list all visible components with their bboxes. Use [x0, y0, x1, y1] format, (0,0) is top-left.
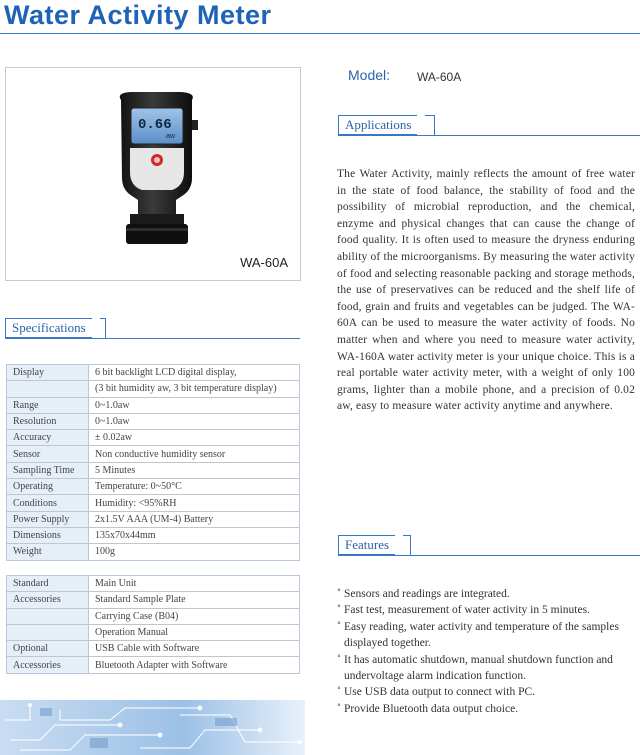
applications-tab: Applications — [338, 115, 417, 135]
water-activity-meter-image — [6, 68, 302, 282]
table-row: Sensor Non conductive humidity sensor — [7, 446, 300, 462]
table-row: Sampling Time 5 Minutes — [7, 462, 300, 478]
model-label: Model: — [348, 67, 391, 83]
title-rule — [0, 33, 640, 34]
table-row: Operation Manual — [7, 624, 300, 640]
table-row: Optional USB Cable with Software — [7, 641, 300, 657]
table-row: Weight 100g — [7, 544, 300, 560]
specifications-table — [6, 364, 300, 561]
table-row: (3 bit humidity aw, 3 bit temperature display) — [7, 381, 300, 397]
table-row: Standard Main Unit — [7, 576, 300, 592]
table-row: Resolution 0~1.0aw — [7, 413, 300, 429]
table-row: Power Supply 2x1.5V AAA (UM-4) Battery — [7, 511, 300, 527]
list-item: ˚ Fast test, measurement of water activity in 5 minutes. — [337, 602, 637, 618]
product-photo — [5, 67, 301, 281]
lcd-reading: 0.66 — [138, 117, 172, 133]
specifications-tab: Specifications — [5, 318, 92, 338]
table-row: Accessories Standard Sample Plate — [7, 592, 300, 608]
accessories-table — [6, 575, 300, 674]
features-list — [337, 586, 637, 717]
list-item: ˚ It has automatic shutdown, manual shutdown function and undervoltage alarm indication function. — [337, 652, 637, 685]
table-row: Range 0~1.0aw — [7, 397, 300, 413]
list-item: ˚ Use USB data output to connect with PC. — [337, 684, 637, 700]
table-row: Dimensions 135x70x44mm — [7, 527, 300, 543]
page-title: Water Activity Meter — [4, 0, 272, 30]
table-row: Operating Temperature: 0~50°C — [7, 479, 300, 495]
lcd-unit: aw — [166, 133, 175, 140]
applications-rule — [338, 135, 640, 136]
table-row: Accessories Bluetooth Adapter with Software — [7, 657, 300, 673]
list-item: ˚ Provide Bluetooth data output choice. — [337, 701, 637, 717]
circuit-board-banner — [0, 700, 305, 755]
applications-text: The Water Activity, mainly reflects the amount of free water in the state of food balance, the stability of food and the possibility of microbial reproduction, and the chemical, enzyme and physical changes that can cause the change of food quality. It is often used to measure the dryness enduring ability of the microorganisms. By measuring the water activity of food and selecting reasonable packing and storage methods, the use of preservatives can be reduced and the shelf life of food, grain and fruits and vegetables can be judged. The WA-60A can be used to measure the water activity of foods. No matter when and where you need to measure water activity, WA-160A water activity meter is your unique choice. This is a real portable water activity meter, with a weight of only 100 grams, lighter than a mobile phone, and a precision of 0.02 aw, easy to measure water activity anytime and anywhere. — [337, 168, 635, 413]
table-row: Accuracy ± 0.02aw — [7, 430, 300, 446]
list-item: ˚ Sensors and readings are integrated. — [337, 586, 637, 602]
photo-model-label: WA-60A — [240, 255, 288, 270]
table-row: Display 6 bit backlight LCD digital display, — [7, 365, 300, 381]
specifications-rule — [5, 338, 300, 339]
table-row: Conditions Humidity: <95%RH — [7, 495, 300, 511]
features-rule — [338, 555, 640, 556]
features-tab: Features — [338, 535, 395, 555]
list-item: ˚ Easy reading, water activity and temperature of the samples displayed together. — [337, 619, 637, 652]
table-row: Carrying Case (B04) — [7, 608, 300, 624]
model-value: WA-60A — [417, 70, 462, 84]
